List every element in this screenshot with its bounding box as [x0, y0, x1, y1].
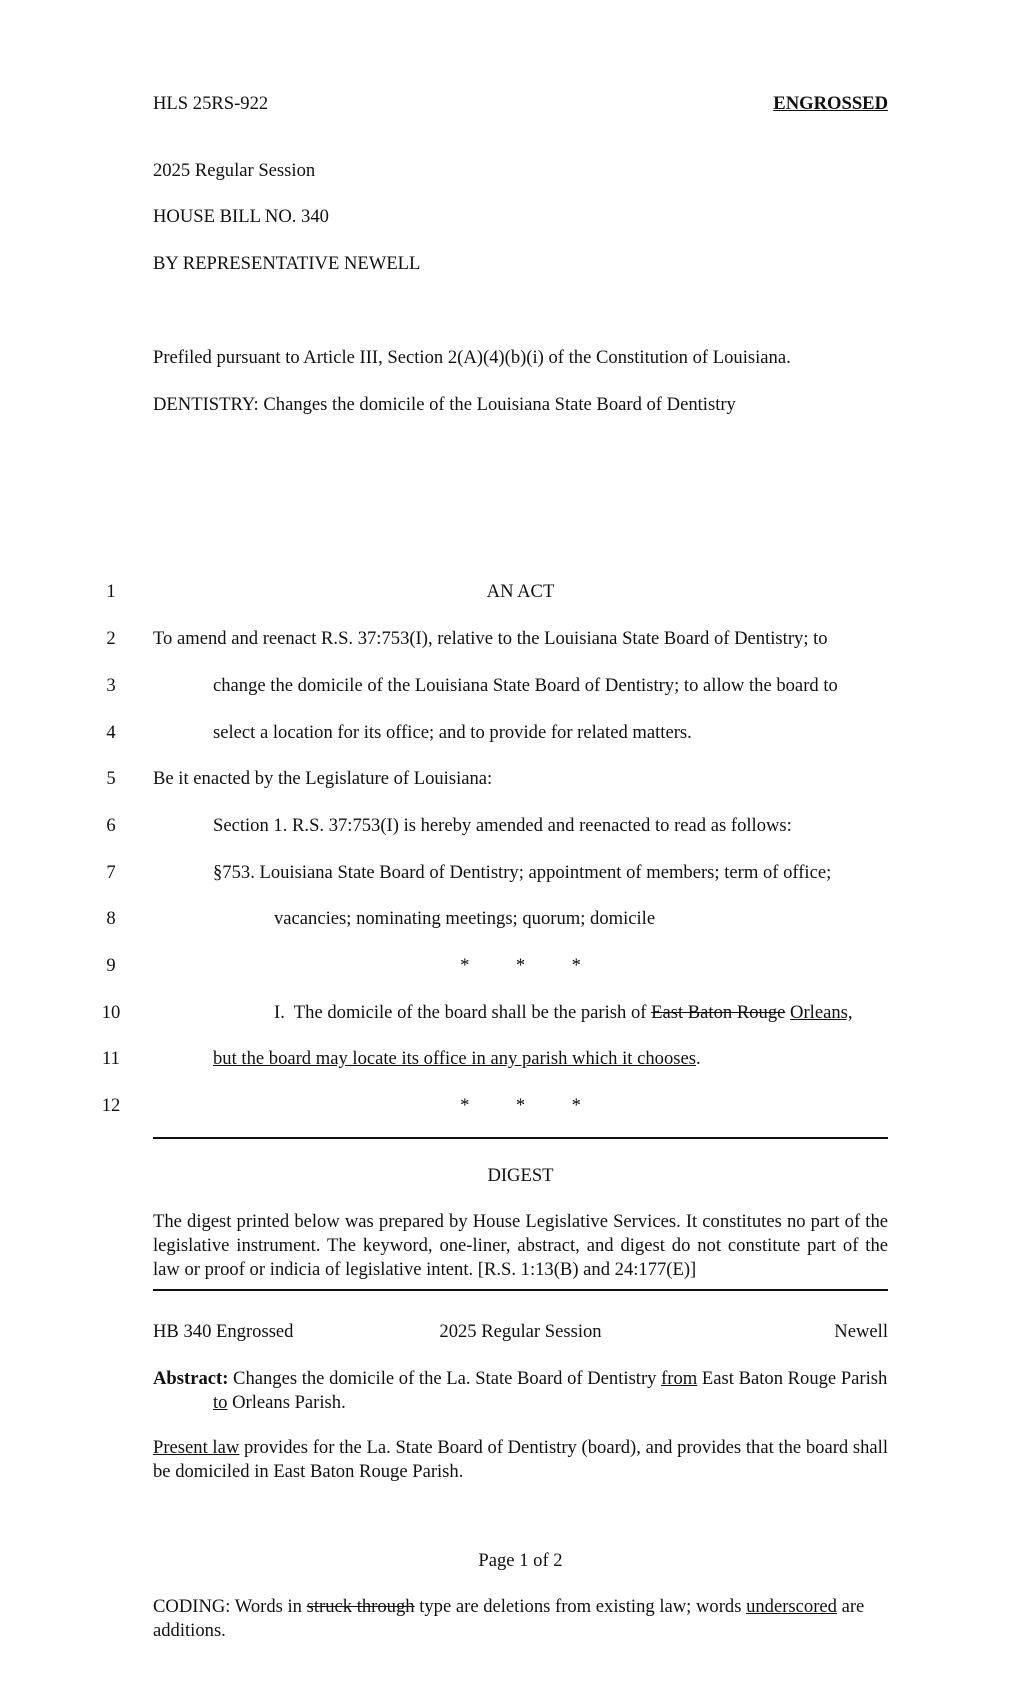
coding-text: type are deletions from existing law; words	[414, 1596, 747, 1617]
status-label: ENGROSSED	[773, 93, 888, 114]
present-law-label: Present law	[153, 1437, 240, 1458]
digest-heading: DIGEST	[487, 1165, 554, 1186]
line-number: 5	[106, 768, 116, 789]
digest-author: Newell	[834, 1321, 888, 1342]
line-number: 1	[106, 581, 116, 602]
line-number: 9	[106, 955, 116, 976]
prefiled-note: Prefiled pursuant to Article III, Section 2(A)(4)(b)(i) of the Constitution of Louisiana.	[153, 347, 791, 368]
bill-id: HLS 25RS-922	[153, 93, 269, 114]
enacting-clause: Be it enacted by the Legislature of Louisiana:	[153, 768, 493, 789]
amended-text-line	[274, 1002, 853, 1024]
abstract-text: East Baton Rouge Parish	[697, 1368, 888, 1389]
digest-session: 2025 Regular Session	[439, 1321, 602, 1342]
coding-note	[153, 1595, 888, 1643]
present-law-text: provides for the La. State Board of Dentistry (board), and provides that the board shall be domiciled in East Baton Rouge Parish.	[153, 1437, 888, 1482]
author: BY REPRESENTATIVE NEWELL	[153, 253, 421, 274]
added-text: but the board may locate its office in any parish which it chooses	[213, 1048, 696, 1069]
coding-text: are additions.	[153, 1596, 865, 1641]
amended-text: I. The domicile of the board shall be the parish of	[274, 1002, 652, 1023]
act-line: change the domicile of the Louisiana State Board of Dentistry; to allow the board to	[213, 675, 838, 696]
abstract-to: to	[213, 1392, 228, 1413]
coding-struck: struck through	[306, 1596, 415, 1617]
omission-asterisks: * * *	[460, 1095, 581, 1116]
session: 2025 Regular Session	[153, 160, 316, 181]
added-text: Orleans,	[790, 1002, 853, 1023]
line-number: 7	[106, 862, 116, 883]
line-number: 2	[106, 628, 116, 649]
page-number: Page 1 of 2	[478, 1550, 563, 1571]
abstract-text: Orleans Parish.	[227, 1392, 346, 1413]
abstract-from: from	[661, 1368, 698, 1389]
divider	[153, 1289, 888, 1291]
statute-heading: §753. Louisiana State Board of Dentistry; appointment of members; term of office;	[213, 862, 832, 883]
abstract-label: Abstract:	[153, 1368, 229, 1389]
line-number: 10	[101, 1002, 121, 1023]
statute-heading-cont: vacancies; nominating meetings; quorum; domicile	[274, 908, 656, 929]
present-law	[153, 1436, 888, 1484]
amended-text-line	[213, 1048, 701, 1070]
deleted-text: East Baton Rouge	[651, 1002, 786, 1023]
act-line: select a location for its office; and to provide for related matters.	[213, 722, 692, 743]
line-number: 11	[102, 1048, 120, 1069]
amended-text-end: .	[695, 1048, 701, 1069]
keyword-line: DENTISTRY: Changes the domicile of the Louisiana State Board of Dentistry	[153, 394, 736, 415]
line-number: 4	[106, 722, 116, 743]
coding-underscored: underscored	[746, 1596, 837, 1617]
abstract	[153, 1367, 888, 1415]
act-line: To amend and reenact R.S. 37:753(I), relative to the Louisiana State Board of Dentistry; to	[153, 628, 828, 649]
digest-bill-label: HB 340 Engrossed	[153, 1321, 294, 1342]
line-number: 6	[106, 815, 116, 836]
section-line: Section 1. R.S. 37:753(I) is hereby amended and reenacted to read as follows:	[213, 815, 792, 836]
line-number: 12	[101, 1095, 121, 1116]
digest-disclaimer: The digest printed below was prepared by House Legislative Services. It constitutes no part of the legislative instrument. The keyword, one-liner, abstract, and digest do not constitute part of the law or proof or indicia of legislative intent. [R.S. 1:13(B) and 24:177(E)]	[153, 1211, 888, 1280]
coding-text: CODING: Words in	[153, 1596, 307, 1617]
omission-asterisks: * * *	[460, 955, 581, 976]
abstract-text: Changes the domicile of the La. State Board of Dentistry	[228, 1368, 662, 1389]
bill-number: HOUSE BILL NO. 340	[153, 206, 329, 227]
act-title: AN ACT	[486, 581, 555, 602]
divider	[153, 1137, 888, 1139]
line-number: 8	[106, 908, 116, 929]
line-number: 3	[106, 675, 116, 696]
